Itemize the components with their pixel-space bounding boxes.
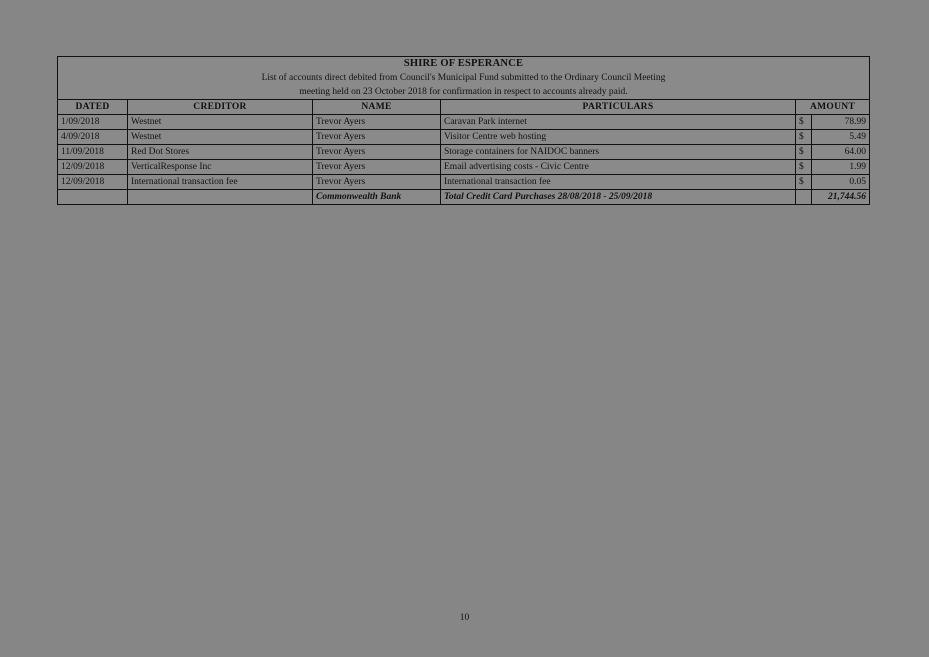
table-row (58, 175, 870, 190)
cell-name: Trevor Ayers (313, 160, 441, 175)
document-subtitle-line-2: meeting held on 23 October 2018 for confirmation in respect to accounts already paid. (299, 87, 628, 97)
page-title: SHIRE OF ESPERANCE (403, 58, 524, 69)
cell-currency-symbol: $ (796, 175, 812, 190)
cell-particulars: Caravan Park internet (441, 115, 796, 130)
column-header-particulars: PARTICULARS (441, 100, 796, 115)
cell-creditor: Red Dot Stores (128, 145, 313, 160)
cell-particulars: Storage containers for NAIDOC banners (441, 145, 796, 160)
table-row (58, 160, 870, 175)
column-header-amount: AMOUNT (796, 100, 870, 115)
cell-total-amount: 21,744.56 (812, 190, 870, 205)
cell-total-particulars: Total Credit Card Purchases 28/08/2018 - 25/09/2018 (441, 190, 796, 205)
table-row (58, 130, 870, 145)
cell-dated: 1/09/2018 (58, 115, 128, 130)
column-header-name: NAME (313, 100, 441, 115)
cell-amount: 78.99 (812, 115, 870, 130)
table-header-row (58, 100, 870, 115)
cell-currency-symbol: $ (796, 130, 812, 145)
cell-creditor: Westnet (128, 115, 313, 130)
document-header-block (58, 57, 870, 100)
cell-name: Trevor Ayers (313, 175, 441, 190)
cell-creditor: VerticalResponse Inc (128, 160, 313, 175)
cell-currency-symbol (796, 190, 812, 205)
cell-particulars: Visitor Centre web hosting (441, 130, 796, 145)
cell-currency-symbol: $ (796, 115, 812, 130)
cell-particulars: Email advertising costs - Civic Centre (441, 160, 796, 175)
cell-dated: 12/09/2018 (58, 175, 128, 190)
table-total-row (58, 190, 870, 205)
cell-currency-symbol: $ (796, 145, 812, 160)
accounts-table (57, 56, 870, 205)
column-header-dated: DATED (58, 100, 128, 115)
cell-creditor: Westnet (128, 130, 313, 145)
document-subtitle-line-1: List of accounts direct debited from Council's Municipal Fund submitted to the Ordinary Council Meeting (261, 73, 666, 83)
cell-creditor (128, 190, 313, 205)
cell-amount: 1.99 (812, 160, 870, 175)
cell-amount: 64.00 (812, 145, 870, 160)
cell-dated: 11/09/2018 (58, 145, 128, 160)
cell-currency-symbol: $ (796, 160, 812, 175)
page-number: 10 (459, 613, 470, 623)
table-title-row (58, 57, 870, 100)
cell-amount: 5.49 (812, 130, 870, 145)
cell-dated: 4/09/2018 (58, 130, 128, 145)
table-row (58, 115, 870, 130)
cell-total-name: Commonwealth Bank (313, 190, 441, 205)
cell-name: Trevor Ayers (313, 130, 441, 145)
column-header-creditor: CREDITOR (128, 100, 313, 115)
cell-creditor: International transaction fee (128, 175, 313, 190)
cell-name: Trevor Ayers (313, 115, 441, 130)
cell-name: Trevor Ayers (313, 145, 441, 160)
table-row (58, 145, 870, 160)
cell-dated (58, 190, 128, 205)
cell-particulars: International transaction fee (441, 175, 796, 190)
cell-dated: 12/09/2018 (58, 160, 128, 175)
cell-amount: 0.05 (812, 175, 870, 190)
